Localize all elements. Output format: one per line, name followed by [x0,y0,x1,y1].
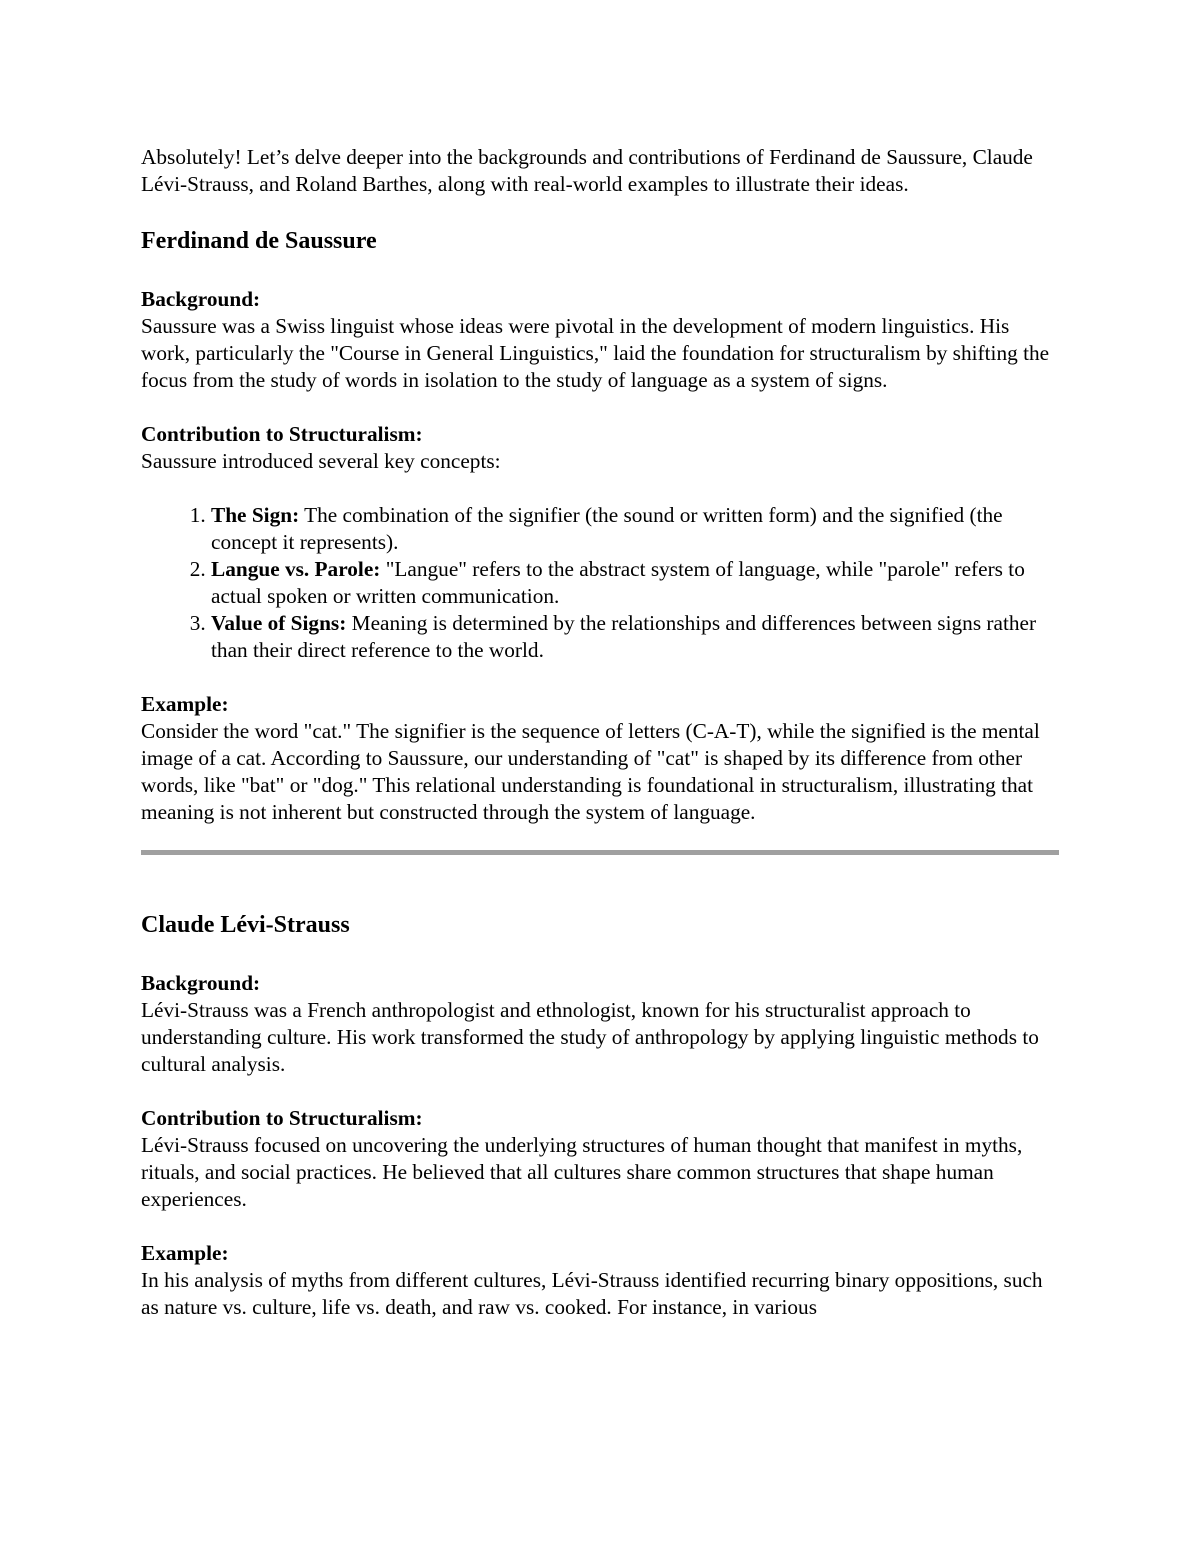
example-text: In his analysis of myths from different cultures, Lévi-Strauss identified recurring binary oppositions, such as nature vs. culture, life vs. death, and raw vs. cooked. For instance, in various [141,1268,1043,1319]
levi-strauss-contribution [141,1105,1059,1213]
list-item [211,502,1059,556]
levi-strauss-background [141,970,1059,1078]
concept-term: The Sign: [211,503,300,527]
intro-paragraph: Absolutely! Let’s delve deeper into the backgrounds and contributions of Ferdinand de Saussure, Claude Lévi-Strauss, and Roland Barthes, along with real-world examples to illustrate their ideas. [141,145,1033,196]
saussure-contribution [141,421,1059,475]
concepts-list [141,502,1059,664]
concept-term: Langue vs. Parole: [211,557,381,581]
concept-text: "Langue" refers to the abstract system of language, while "parole" refers to actual spoken or written communication. [211,557,1025,608]
list-item [211,610,1059,664]
section-heading-levi-strauss: Claude Lévi-Strauss [141,912,350,938]
contribution-label: Contribution to Structuralism: [141,1106,423,1130]
concept-text: Meaning is determined by the relationships and differences between signs rather than their direct reference to the world. [211,611,1037,662]
concept-text: The combination of the signifier (the sound or written form) and the signified (the concept it represents). [211,503,1003,554]
contribution-text: Lévi-Strauss focused on uncovering the underlying structures of human thought that manifest in myths, rituals, and social practices. He believed that all cultures share common structures that shape human experiences. [141,1133,1023,1211]
background-label: Background: [141,287,261,311]
saussure-example [141,691,1059,826]
contribution-text: Saussure introduced several key concepts: [141,449,501,473]
concept-term: Value of Signs: [211,611,347,635]
saussure-background [141,286,1059,394]
contribution-label: Contribution to Structuralism: [141,422,423,446]
background-text: Lévi-Strauss was a French anthropologist and ethnologist, known for his structuralist approach to understanding culture. His work transformed the study of anthropology by applying linguistic methods to cultural analysis. [141,998,1039,1076]
list-item [211,556,1059,610]
levi-strauss-example [141,1240,1059,1321]
example-label: Example: [141,692,229,716]
background-label: Background: [141,971,261,995]
horizontal-divider [141,850,1059,855]
section-heading-saussure: Ferdinand de Saussure [141,228,377,254]
example-label: Example: [141,1241,229,1265]
example-text: Consider the word "cat." The signifier is the sequence of letters (C-A-T), while the signified is the mental image of a cat. According to Saussure, our understanding of "cat" is shaped by its difference from other words, like "bat" or "dog." This relational understanding is foundational in structuralism, illustrating that meaning is not inherent but constructed through the system of language. [141,719,1040,824]
document-page [141,144,1059,1321]
background-text: Saussure was a Swiss linguist whose ideas were pivotal in the development of modern linguistics. His work, particularly the "Course in General Linguistics," laid the foundation for structuralism by shifting the focus from the study of words in isolation to the study of language as a system of signs. [141,314,1050,392]
